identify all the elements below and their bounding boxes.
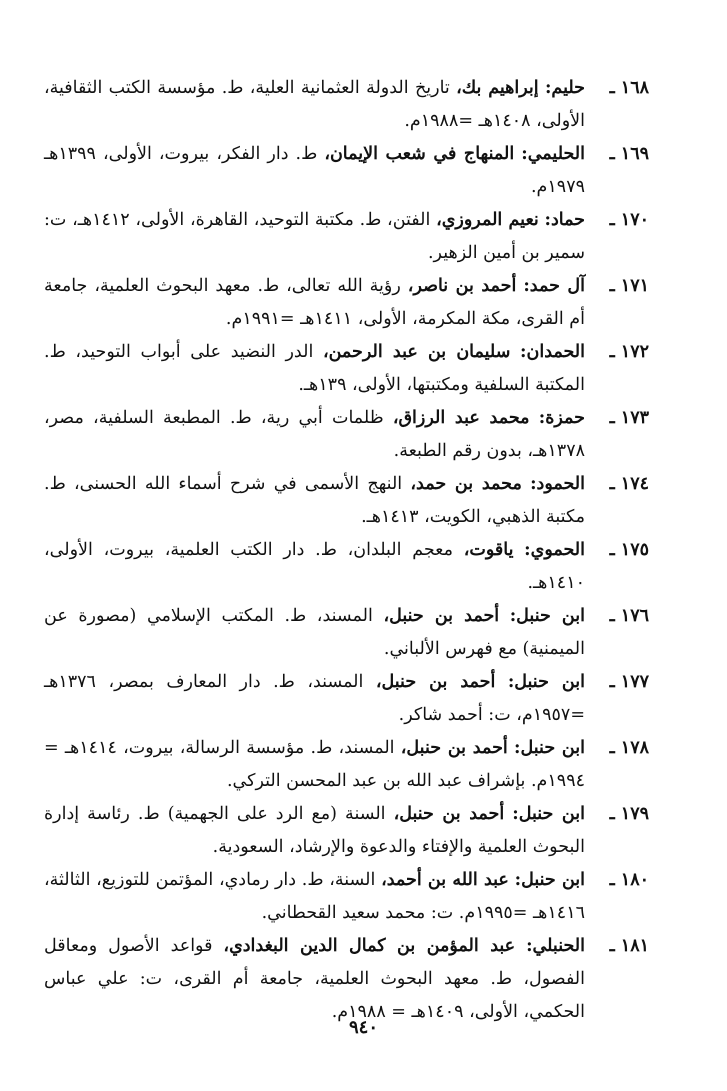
entry-author: ابن حنبل:: [514, 870, 585, 890]
entry-author: الحمود:: [530, 474, 585, 494]
entry-number: ١٧٠ ـ: [609, 210, 649, 230]
entry-details: الفتن، ط. مكتبة التوحيد، القاهرة، الأولى، ١٤١٢هـ، ت: سمير بن أمين الزهير.: [44, 210, 585, 263]
bibliography-entry: [44, 204, 649, 270]
entry-details: المسند، ط. المكتب الإسلامي (مصورة عن الميمنية) مع فهرس الألباني.: [44, 606, 585, 659]
entry-author: ابن حنبل:: [507, 672, 585, 692]
bibliography-entry: [44, 666, 649, 732]
entry-number: ١٧٨ ـ: [609, 738, 649, 758]
entry-name: عبد المؤمن بن كمال الدين البغدادي،: [223, 936, 516, 956]
entry-author: الحمدان:: [520, 342, 585, 362]
entry-author: حمزة:: [538, 408, 585, 428]
bibliography-entry: [44, 402, 649, 468]
entry-details: رؤية الله تعالى، ط. معهد البحوث العلمية، جامعة أم القرى، مكة المكرمة، الأولى، ١٤١١هـ =١٩٩١م.: [44, 276, 585, 329]
entry-name: عبد الله بن أحمد،: [381, 870, 509, 890]
bibliography-entry: [44, 930, 649, 1029]
entry-name: سليمان بن عبد الرحمن،: [322, 342, 511, 362]
entry-details: الدر النضيد على أبواب التوحيد، ط. المكتبة السلفية ومكتبتها، الأولى، ١٣٩هـ.: [44, 342, 585, 395]
entry-author: حماد:: [544, 210, 586, 230]
entry-name: محمد عبد الرزاق،: [392, 408, 530, 428]
entry-number: ١٨٠ ـ: [609, 870, 649, 890]
entry-author: حليم:: [544, 78, 585, 98]
entry-number: ١٧٥ ـ: [609, 540, 649, 560]
entry-author: ابن حنبل:: [514, 738, 585, 758]
bibliography-entry: [44, 534, 649, 600]
entry-number: ١٦٨ ـ: [609, 78, 649, 98]
entry-author: آل حمد:: [523, 276, 585, 296]
entry-number: ١٧٢ ـ: [609, 342, 649, 362]
entry-details: معجم البلدان، ط. دار الكتب العلمية، بيروت، الأولى، ١٤١٠هـ.: [44, 540, 585, 593]
entry-name: إبراهيم بك،: [456, 78, 539, 98]
entry-number: ١٧٩ ـ: [609, 804, 649, 824]
entry-name: أحمد بن حنبل،: [393, 804, 505, 824]
entry-name: محمد بن حمد،: [410, 474, 522, 494]
entry-details: المسند، ط. دار المعارف بمصر، ١٣٧٦هـ =١٩٥٧م، ت: أحمد شاكر.: [44, 672, 585, 725]
bibliography-entry: [44, 864, 649, 930]
entry-number: ١٧٧ ـ: [609, 672, 649, 692]
entry-name: أحمد بن ناصر،: [407, 276, 517, 296]
entry-details: المسند، ط. مؤسسة الرسالة، بيروت، ١٤١٤هـ = ١٩٩٤م. بإشراف عبد الله بن عبد المحسن التركي.: [44, 738, 585, 791]
entry-details: تاريخ الدولة العثمانية العلية، ط. مؤسسة الكتب الثقافية، الأولى، ١٤٠٨هـ =١٩٨٨م.: [44, 78, 585, 131]
entry-author: الحنبلي:: [526, 936, 585, 956]
entry-number: ١٧١ ـ: [609, 276, 649, 296]
entry-author: الحليمي:: [521, 144, 585, 164]
entry-author: الحموي:: [524, 540, 585, 560]
entry-name: المنهاج في شعب الإيمان،: [324, 144, 515, 164]
entry-details: النهج الأسمى في شرح أسماء الله الحسنى، ط. مكتبة الذهبي، الكويت، ١٤١٣هـ.: [44, 474, 585, 527]
entry-details: السنة، ط. دار رمادي، المؤتمن للتوزيع، الثالثة، ١٤١٦هـ =١٩٩٥م. ت: محمد سعيد القحطاني.: [44, 870, 585, 923]
entry-details: السنة (مع الرد على الجهمية) ط. رئاسة إدارة البحوث العلمية والإفتاء والدعوة والإرشاد، السعودية.: [44, 804, 585, 857]
bibliography-entry: [44, 468, 649, 534]
entry-name: أحمد بن حنبل،: [383, 606, 500, 626]
entry-number: ١٧٦ ـ: [609, 606, 649, 626]
bibliography-entry: [44, 600, 649, 666]
entry-name: أحمد بن حنبل،: [400, 738, 508, 758]
entry-name: ياقوت،: [463, 540, 514, 560]
entry-details: قواعد الأصول ومعاقل الفصول، ط. معهد البحوث العلمية، جامعة أم القرى، ت: علي عباس الحكمي، الأولى، ١٤٠٩هـ = ١٩٨٨م.: [44, 936, 585, 1022]
entry-author: ابن حنبل:: [512, 804, 585, 824]
bibliography-entry: [44, 138, 649, 204]
entry-number: ١٨١ ـ: [609, 936, 649, 956]
entry-number: ١٧٣ ـ: [609, 408, 649, 428]
entry-author: ابن حنبل:: [509, 606, 585, 626]
page-number: ٩٤٠: [348, 1017, 378, 1038]
entry-name: نعيم المروزي،: [436, 210, 539, 230]
bibliography-entry: [44, 798, 649, 864]
entry-number: ١٧٤ ـ: [609, 474, 649, 494]
entry-details: ط. دار الفكر، بيروت، الأولى، ١٣٩٩هـ ١٩٧٩م.: [44, 144, 585, 197]
entry-details: ظلمات أبي رية، ط. المطبعة السلفية، مصر، ١٣٧٨هـ، بدون رقم الطبعة.: [44, 408, 585, 461]
entry-number: ١٦٩ ـ: [609, 144, 649, 164]
bibliography-entry: [44, 72, 649, 138]
bibliography-list: [44, 72, 649, 1029]
entry-name: أحمد بن حنبل،: [375, 672, 496, 692]
bibliography-entry: [44, 336, 649, 402]
bibliography-entry: [44, 270, 649, 336]
bibliography-entry: [44, 732, 649, 798]
